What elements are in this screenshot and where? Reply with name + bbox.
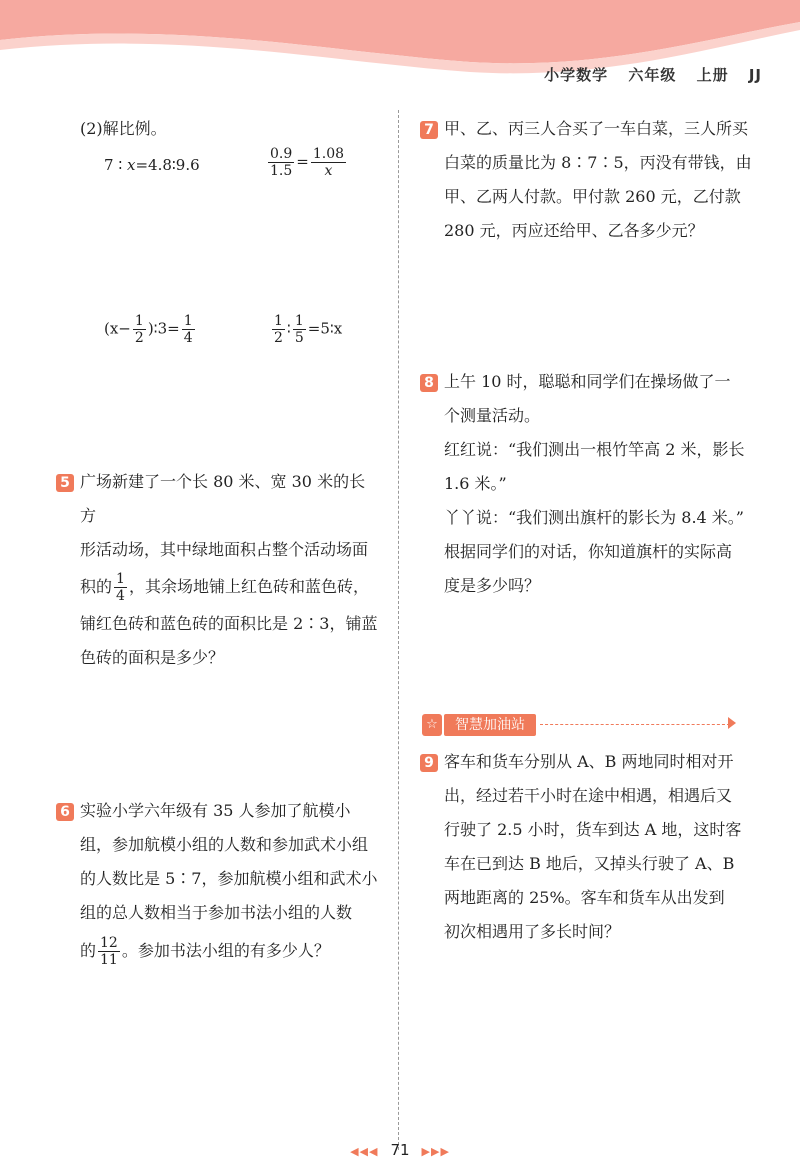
q6-fraction — [98, 935, 120, 968]
q6-line-5a: 的 — [80, 941, 97, 960]
question-6-text — [80, 794, 380, 972]
q9-line-1: 客车和货车分别从 A、B 两地同时相对开 — [444, 752, 734, 771]
q6-line-5 — [80, 930, 380, 972]
header-volume: 上册 — [696, 66, 729, 84]
equation-4 — [270, 313, 342, 346]
q9-line-4: 车在已到达 B 地后，又掉头行驶了 A、B — [444, 854, 735, 873]
left-arrows-icon: ◀◀◀ — [350, 1145, 379, 1158]
eq4-den-1: 2 — [274, 330, 283, 346]
q6-frac-num: 12 — [100, 935, 118, 951]
q5-line-5: 色砖的面积是多少？ — [80, 648, 225, 667]
eq3-num-2: 1 — [183, 313, 193, 329]
eq4-rest: =5∶x — [307, 319, 343, 338]
page-footer — [0, 1140, 800, 1159]
eq2-frac-1 — [268, 146, 294, 179]
eq1-sep: ∶ — [118, 156, 123, 174]
q5-line-4: 铺红色砖和蓝色砖的面积比是 2∶3，铺蓝 — [80, 614, 378, 633]
eq4-frac-1 — [272, 313, 285, 346]
q9-line-3: 行驶了 2.5 小时，货车到达 A 地，这时客 — [444, 820, 742, 839]
q5-frac-num: 1 — [116, 571, 125, 587]
eq3-open: (x− — [104, 319, 131, 338]
q6-line-2: 组，参加航模小组的人数和参加武术小组 — [80, 835, 369, 854]
q7-line-4: 280 元，丙应还给甲、乙各多少元？ — [444, 221, 704, 240]
eq4-den-2: 5 — [294, 330, 304, 346]
star-icon: ☆ — [422, 714, 442, 736]
q8-line-3: 红红说：“我们测出一根竹竿高 2 米，影长 — [444, 440, 745, 459]
question-8-text — [444, 365, 764, 603]
eq2-frac-2 — [311, 146, 346, 179]
eq3-frac-1 — [133, 313, 146, 346]
question-9-text — [444, 745, 764, 949]
q5-line-3b: ，其余场地铺上红色砖和蓝色砖， — [128, 577, 369, 596]
eq1-a: 7 — [104, 156, 114, 174]
q5-line-3a: 积的 — [80, 577, 113, 596]
equation-3 — [104, 313, 197, 346]
q8-line-6: 根据同学们的对话，你知道旗杆的实际高 — [444, 542, 733, 561]
eq3-close: )∶3= — [147, 319, 180, 338]
eq2-den-2: x — [324, 163, 333, 179]
q6-line-4: 组的总人数相当于参加书法小组的人数 — [80, 903, 353, 922]
eq3-frac-2 — [182, 313, 195, 346]
q7-line-1: 甲、乙、丙三人合买了一车白菜，三人所买 — [444, 119, 749, 138]
header-grade: 六年级 — [628, 66, 677, 84]
header-wave-banner — [0, 0, 800, 100]
q8-line-5: 丫丫说：“我们测出旗杆的影长为 8.4 米。” — [444, 508, 744, 527]
eq4-num-2: 1 — [294, 313, 304, 329]
eq4-num-1: 1 — [274, 313, 283, 329]
eq2-den-1: 1.5 — [270, 163, 293, 179]
section-banner-label: 智慧加油站 — [444, 714, 536, 736]
arrow-right-icon — [728, 717, 736, 729]
header-subject: 小学数学 — [544, 66, 609, 84]
q8-line-1: 上午 10 时，聪聪和同学们在操场做了一 — [444, 372, 731, 391]
q5-fraction — [114, 571, 127, 604]
q5-line-2: 形活动场，其中绿地面积占整个活动场面 — [80, 540, 369, 559]
q6-frac-den: 11 — [100, 952, 118, 968]
eq4-sep: ∶ — [286, 319, 291, 338]
q5-line-3 — [80, 567, 380, 607]
q6-line-1: 实验小学六年级有 35 人参加了航模小 — [80, 801, 351, 820]
q9-line-5: 两地距离的 25%。客车和货车从出发到 — [444, 888, 725, 907]
q8-line-4: 1.6 米。” — [444, 474, 507, 493]
column-divider — [398, 110, 399, 1150]
question-6-number: 6 — [56, 803, 74, 821]
q7-line-2: 白菜的质量比为 8∶7∶5，丙没有带钱，由 — [444, 153, 752, 172]
eq1-var: x — [127, 156, 136, 174]
eq3-num-1: 1 — [134, 313, 144, 329]
equation-1 — [104, 156, 200, 174]
right-arrows-icon: ▶▶▶ — [421, 1145, 450, 1158]
q9-line-2: 出，经过若干小时在途中相遇，相遇后又 — [444, 786, 733, 805]
q8-line-7: 度是多少吗？ — [444, 576, 541, 595]
question-9-number: 9 — [420, 754, 438, 772]
q5-line-1: 广场新建了一个长 80 米、宽 30 米的长方 — [80, 472, 366, 525]
eq3-den-1: 2 — [134, 330, 144, 346]
q5-frac-den: 4 — [116, 588, 125, 604]
q8-line-2: 个测量活动。 — [444, 406, 541, 425]
question-7-text — [444, 112, 764, 248]
q6-line-3: 的人数比是 5∶7，参加航模小组和武术小 — [80, 869, 378, 888]
eq1-rest: =4.8∶9.6 — [135, 156, 200, 174]
question-5-number: 5 — [56, 474, 74, 492]
eq4-frac-2 — [293, 313, 306, 346]
header-edition: JJ — [748, 66, 762, 84]
q9-line-6: 初次相遇用了多长时间？ — [444, 922, 621, 941]
eq2-num-2: 1.08 — [312, 146, 345, 162]
eq2-num-1: 0.9 — [270, 146, 293, 162]
question-7-number: 7 — [420, 121, 438, 139]
q7-line-3: 甲、乙两人付款。甲付款 260 元，乙付款 — [444, 187, 741, 206]
header-book-info — [530, 64, 762, 85]
equation-2 — [266, 146, 348, 179]
question-8-number: 8 — [420, 374, 438, 392]
page-number: 71 — [390, 1141, 410, 1159]
banner-dashed-line — [540, 724, 730, 725]
question-5-text — [80, 465, 380, 675]
q6-line-5b: 。参加书法小组的有多少人？ — [121, 941, 330, 960]
eq3-den-2: 4 — [183, 330, 193, 346]
solve-proportion-label: (2)解比例。 — [80, 119, 167, 138]
eq2-equals: = — [296, 152, 309, 171]
